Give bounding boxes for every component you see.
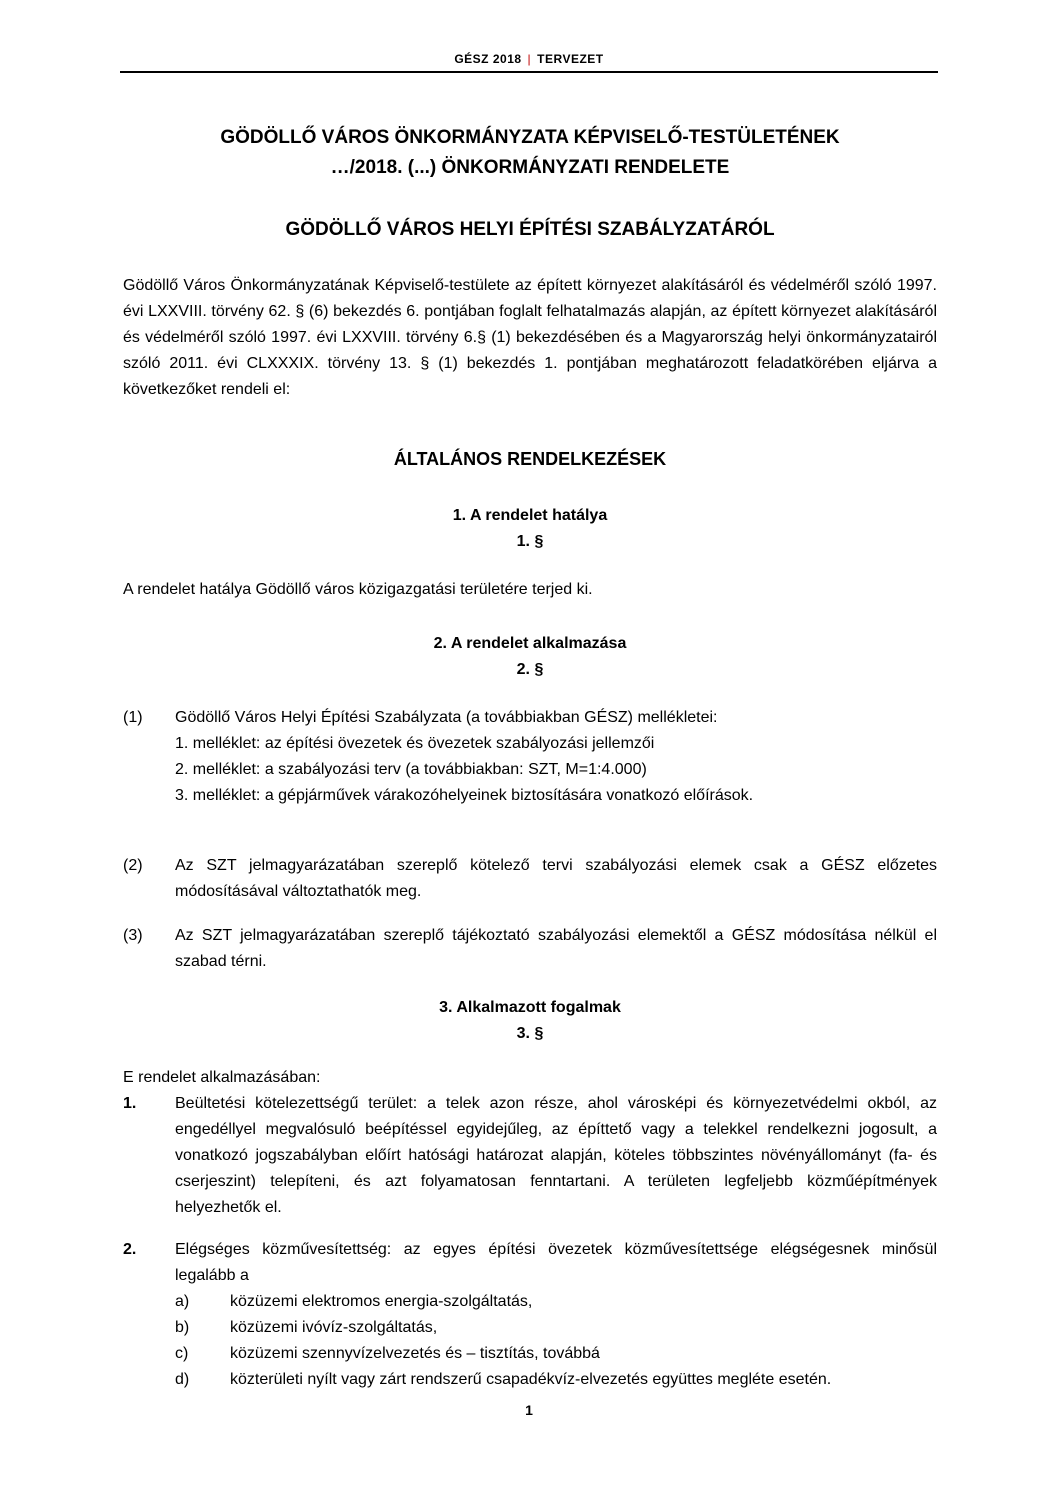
definition-2-item-d-text: közterületi nyílt vagy zárt rendszerű csapadékvíz-elvezetés együttes megléte esetén. (230, 1371, 832, 1388)
clause-1-intro: Gödöllő Város Helyi Építési Szabályzata (a továbbiakban GÉSZ) mellékletei: (175, 709, 718, 726)
clause-2 (123, 853, 937, 905)
definition-2 (123, 1237, 937, 1393)
definition-2-item-d (175, 1367, 937, 1393)
definition-1-number: 1. (123, 1095, 137, 1112)
clause-2-number: (2) (123, 857, 143, 874)
preamble-paragraph: Gödöllő Város Önkormányzatának Képviselő-testülete az épített környezet alakításáról és védelméről szóló 1997. évi LXXVIII. törvény 62. § (6) bekezdés 6. pontjában foglalt felhatalmazás alapján, az épített környezet alakításáról és védelméről szóló 1997. évi LXXVIII. törvény 6.§ (1) bekezdésében és a Magyarország helyi önkormányzatairól szóló 2011. évi CLXXXIX. törvény 13. § (1) bekezdés 1. pontjában meghatározott feladatkörében eljárva a következőket rendeli el: (123, 277, 937, 398)
definition-1 (123, 1091, 937, 1221)
clause-1-annex-1: 1. melléklet: az építési övezetek és övezetek szabályozási jellemzői (175, 735, 655, 752)
section-2-heading: 2. A rendelet alkalmazása (433, 635, 627, 652)
definition-2-item-c (175, 1341, 937, 1367)
header-separator: | (527, 52, 532, 66)
definition-2-item-b-text: közüzemi ivóvíz-szolgáltatás, (230, 1319, 438, 1336)
definition-2-item-c-text: közüzemi szennyvízelvezetés és – tisztítás, továbbá (230, 1345, 600, 1362)
clause-3 (123, 923, 937, 975)
part-title: ÁLTALÁNOS RENDELKEZÉSEK (393, 449, 667, 469)
clause-3-text: Az SZT jelmagyarázatában szereplő tájékoztató szabályozási elemektől a GÉSZ módosítása nélkül el szabad térni. (175, 927, 937, 970)
section-3-heading: 3. Alkalmazott fogalmak (439, 999, 621, 1016)
definition-2-item-b (175, 1315, 937, 1341)
definition-2-item-c-letter: c) (175, 1345, 189, 1362)
definition-2-item-d-letter: d) (175, 1371, 190, 1388)
clause-1-text (175, 705, 937, 809)
header-doc-status: TERVEZET (537, 52, 604, 66)
document-subject: GÖDÖLLŐ VÁROS HELYI ÉPÍTÉSI SZABÁLYZATÁRÓL (285, 219, 775, 240)
title-line-1: GÖDÖLLŐ VÁROS ÖNKORMÁNYZATA KÉPVISELŐ-TESTÜLETÉNEK (220, 127, 840, 148)
section-2-paragraph-sign: 2. § (516, 661, 544, 678)
running-header (120, 0, 938, 73)
document-body (123, 123, 937, 1393)
clause-1-number: (1) (123, 709, 143, 726)
clause-1 (123, 705, 937, 809)
section-3-paragraph-sign: 3. § (516, 1025, 544, 1042)
definition-2-item-b-letter: b) (175, 1319, 190, 1336)
definition-2-item-a-letter: a) (175, 1293, 190, 1310)
clause-2-text: Az SZT jelmagyarázatában szereplő kötelező tervi szabályozási elemek csak a GÉSZ előzetes módosításával változtathatók meg. (175, 857, 937, 900)
definition-2-number: 2. (123, 1241, 137, 1258)
section-1-paragraph-sign: 1. § (516, 533, 544, 550)
section-1-heading: 1. A rendelet hatálya (452, 507, 608, 524)
clause-3-number: (3) (123, 927, 143, 944)
clause-1-annex-2: 2. melléklet: a szabályozási terv (a továbbiakban: SZT, M=1:4.000) (175, 761, 647, 778)
title-line-2: …/2018. (...) ÖNKORMÁNYZATI RENDELETE (330, 157, 730, 178)
definition-2-item-a-text: közüzemi elektromos energia-szolgáltatás, (230, 1293, 533, 1310)
definitions-intro: E rendelet alkalmazásában: (123, 1069, 321, 1086)
section-1-body: A rendelet hatálya Gödöllő város közigazgatási területére terjed ki. (123, 581, 593, 598)
definition-2-item-a (175, 1289, 937, 1315)
definition-1-text: Beültetési kötelezettségű terület: a telek azon része, ahol városképi és környezetvédelmi okból, az engedéllyel megvalósuló beépítéssel egyidejűleg, az építtető vagy a telekkel rendelkezni jogosult, a vonatkozó jogszabályban előírt hatósági határozat alapján, köteles többszintes növényállományt (fa- és cserjeszint) telepíteni, és azt folyamatosan fenntartani. A területen legfeljebb közműépítmények helyezhetők el. (175, 1095, 937, 1216)
definition-2-text (175, 1237, 937, 1393)
document-title (123, 123, 937, 183)
definition-2-intro: Elégséges közművesítettség: az egyes építési övezetek közművesítettsége elégségesnek minősül legalább a (175, 1241, 937, 1284)
clause-1-annex-3: 3. melléklet: a gépjárművek várakozóhelyeinek biztosítására vonatkozó előírások. (175, 787, 754, 804)
header-doc-code: GÉSZ 2018 (454, 52, 522, 66)
page-number: 1 (525, 1402, 533, 1418)
